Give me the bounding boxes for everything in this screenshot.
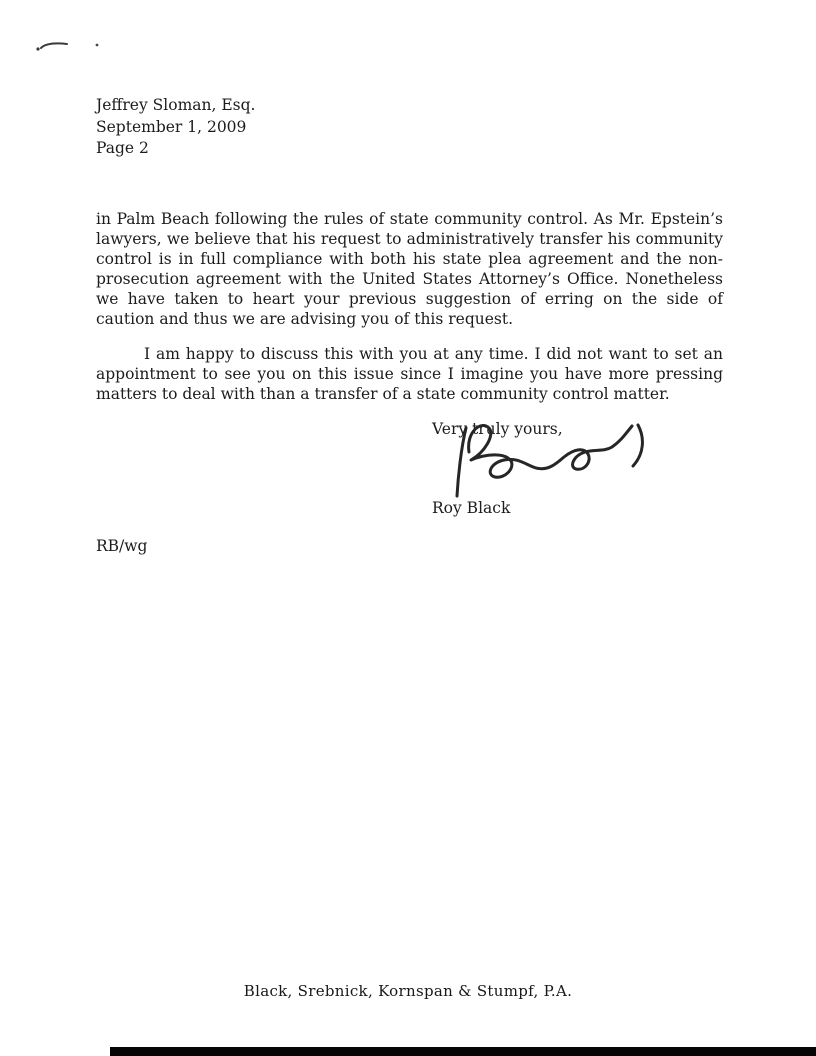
scan-artifact-bar <box>110 1047 816 1056</box>
body-paragraph-2: I am happy to discuss this with you at any time. I did not want to set an appointment to see you on this issue since I imagine you have more pressing matters to deal with than a transfer of a state community control matter. <box>96 345 723 403</box>
handwritten-pen-mark <box>34 36 104 56</box>
firm-name: Black, Srebnick, Kornspan & Stumpf, P.A. <box>243 982 573 1000</box>
letter-date: September 1, 2009 <box>96 117 247 136</box>
recipient-name: Jeffrey Sloman, Esq. <box>96 96 256 114</box>
signature <box>425 416 653 504</box>
body-paragraph-1: in Palm Beach following the rules of state community control. As Mr. Epstein’s lawyers, we believe that his request to administratively transfer his community control is in full compliance with both his state plea agreement and the non-prosecution agreement with the United States Attorney’s Office. Nonetheless we have taken to heart your previous suggestion of erring on the side of caution and thus we are advising you of this request. <box>96 210 723 328</box>
signer-name: Roy Black <box>432 499 511 517</box>
letter-header <box>96 95 255 160</box>
valediction: Very truly yours, <box>432 420 563 438</box>
reference-initials: RB/wg <box>96 537 148 555</box>
page-number: Page 2 <box>96 139 149 157</box>
